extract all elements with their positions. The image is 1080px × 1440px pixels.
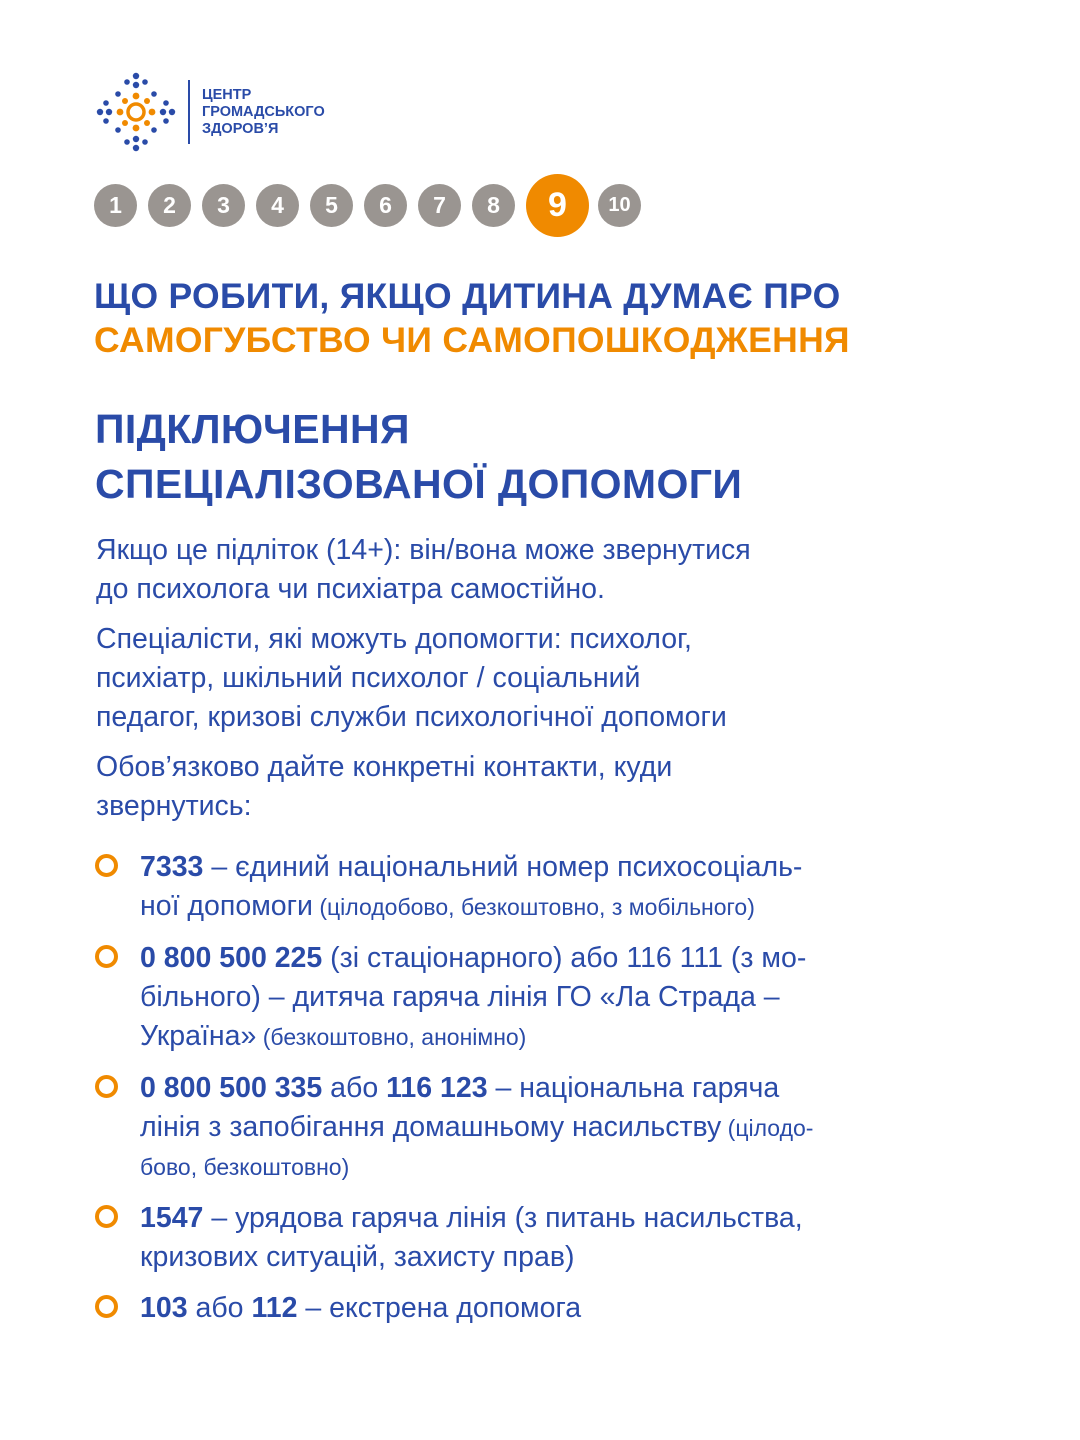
text-line: педагог, кризові служби психологічної допомоги (96, 701, 727, 733)
list-item (95, 848, 1045, 927)
section-title-line-1: ПІДКЛЮЧЕННЯ (95, 406, 410, 452)
logo-line: ГРОМАДСЬКОГО (202, 103, 325, 120)
bullet-icon (95, 945, 118, 968)
text: або (322, 1072, 387, 1104)
section-title-line-2: СПЕЦІАЛІЗОВАНОЇ ДОПОМОГИ (95, 461, 743, 507)
text-line: психіатр, шкільний психолог / соціальний (96, 662, 641, 694)
bullet-icon (95, 1295, 118, 1318)
list-item (95, 939, 1045, 1057)
text-line: до психолога чи психіатра самостійно. (96, 573, 605, 605)
logo-line: ЦЕНТР (202, 86, 252, 103)
list-item (95, 1289, 1045, 1328)
text: – національна гаряча (487, 1072, 780, 1104)
hotline-number: 103 (140, 1292, 188, 1324)
step-3: 3 (202, 184, 245, 227)
text-line: звернутись: (96, 790, 252, 822)
text: – урядова гаряча лінія (з питань насильства, (203, 1202, 803, 1234)
bullet-icon (95, 854, 118, 877)
hotline-number: 0 800 500 335 (140, 1072, 323, 1104)
text: – екстрена допомога (297, 1292, 582, 1324)
hotline-number: 1547 (140, 1202, 204, 1234)
list-item (95, 1069, 1045, 1187)
logo-dots-icon (94, 70, 178, 154)
section-title (95, 402, 742, 512)
text-line: Спеціалісти, які можуть допомогти: психолог, (96, 623, 692, 655)
headline-line-1: ЩО РОБИТИ, ЯКЩО ДИТИНА ДУМАЄ ПРО (94, 276, 841, 316)
text: – єдиний національний номер психосоціаль- (203, 851, 803, 883)
hotline-number: 116 123 (386, 1072, 488, 1104)
step-7: 7 (418, 184, 461, 227)
bullet-icon (95, 1075, 118, 1098)
text-line: Якщо це підліток (14+): він/вона може звернутися (96, 534, 751, 566)
logo-divider (188, 80, 190, 144)
hotline-number: 7333 (140, 851, 204, 883)
step-9-active: 9 (526, 174, 589, 237)
note: бово, безкоштовно) (140, 1154, 350, 1180)
text: ної допомоги (140, 890, 313, 922)
text: (зі стаціонарного) або 116 111 (з мо- (322, 942, 807, 974)
contacts-list (95, 848, 1045, 1340)
paragraph-contacts-intro (96, 748, 1036, 826)
step-2: 2 (148, 184, 191, 227)
headline-line-2: САМОГУБСТВО ЧИ САМОПОШКОДЖЕННЯ (94, 320, 850, 360)
text: кризових ситуацій, захисту прав) (140, 1241, 575, 1273)
step-10: 10 (598, 184, 641, 227)
step-6: 6 (364, 184, 407, 227)
step-5: 5 (310, 184, 353, 227)
body-text (96, 531, 1036, 837)
logo-wordmark (202, 87, 325, 138)
main-headline (94, 274, 850, 362)
text: Україна» (140, 1020, 257, 1052)
paragraph-specialists (96, 620, 1036, 737)
note: (цілодо- (721, 1115, 814, 1141)
list-item (95, 1199, 1045, 1277)
paragraph-teen (96, 531, 1036, 609)
organization-logo (94, 70, 325, 154)
note: (цілодобово, безкоштовно, з мобільного) (312, 894, 755, 920)
text: більного) – дитяча гаряча лінія ГО «Ла Страда – (140, 981, 780, 1013)
text-line: Обов’язково дайте конкретні контакти, куди (96, 751, 673, 783)
text: лінія з запобігання домашньому насильству (140, 1111, 722, 1143)
step-1: 1 (94, 184, 137, 227)
text: або (187, 1292, 252, 1324)
hotline-number: 112 (251, 1292, 298, 1324)
step-4: 4 (256, 184, 299, 227)
note: (безкоштовно, анонімно) (256, 1024, 527, 1050)
step-indicator (94, 174, 652, 237)
hotline-number: 0 800 500 225 (140, 942, 323, 974)
logo-line: ЗДОРОВ’Я (202, 120, 279, 137)
bullet-icon (95, 1205, 118, 1228)
step-8: 8 (472, 184, 515, 227)
